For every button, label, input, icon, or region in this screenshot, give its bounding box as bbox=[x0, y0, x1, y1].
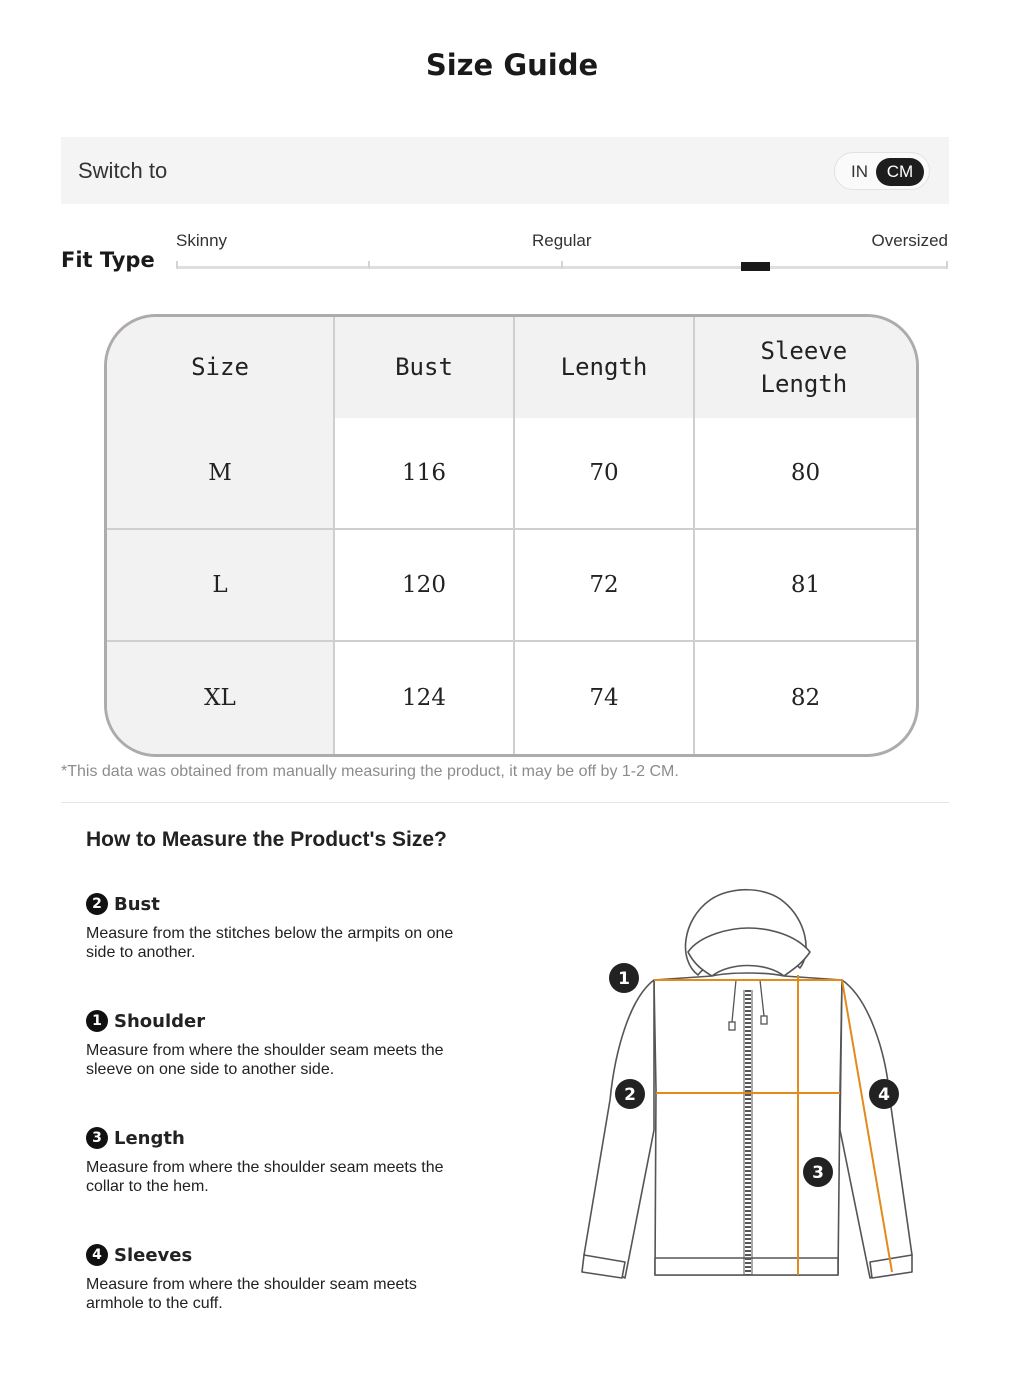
cell-length: 74 bbox=[515, 642, 695, 754]
fit-option-oversized: Oversized bbox=[871, 231, 948, 250]
jacket-diagram bbox=[570, 880, 930, 1290]
fit-tick bbox=[176, 261, 178, 269]
size-table bbox=[104, 314, 919, 757]
page-title: Size Guide bbox=[425, 48, 599, 82]
table-header-row bbox=[107, 317, 916, 418]
cell-sleeve: 82 bbox=[790, 685, 821, 711]
cell-length: 70 bbox=[515, 418, 695, 530]
measure-section-title: How to Measure the Product's Size? bbox=[86, 828, 447, 851]
measure-number-badge: 4 bbox=[86, 1244, 108, 1266]
table-row bbox=[107, 642, 916, 754]
measure-item-desc: Measure from where the shoulder seam meets the collar to the hem. bbox=[86, 1159, 444, 1195]
measure-item-name: Length bbox=[114, 1127, 185, 1149]
marker-1: 1 bbox=[618, 969, 630, 989]
cell-sleeve: 80 bbox=[695, 418, 916, 530]
header-size: Size bbox=[107, 317, 335, 418]
fit-option-skinny: Skinny bbox=[176, 231, 228, 250]
marker-4: 4 bbox=[878, 1085, 890, 1105]
header-length: Length bbox=[515, 317, 695, 418]
marker-2: 2 bbox=[624, 1085, 636, 1105]
cell-sleeve: 81 bbox=[695, 530, 916, 642]
cell-size: XL bbox=[107, 642, 335, 754]
measure-number-badge: 2 bbox=[86, 893, 108, 915]
unit-toggle[interactable] bbox=[834, 152, 930, 190]
measure-item-length bbox=[86, 1126, 486, 1196]
measure-item-name: Bust bbox=[114, 893, 160, 915]
fit-tick bbox=[561, 261, 563, 269]
measure-item-name: Shoulder bbox=[114, 1010, 206, 1032]
measure-item-desc: Measure from the stitches below the armpits on one side to another. bbox=[86, 925, 454, 961]
cell-bust: 116 bbox=[335, 418, 515, 530]
cell-bust: 124 bbox=[335, 642, 515, 754]
fit-type-label: Fit Type bbox=[61, 248, 155, 272]
measure-item-desc: Measure from where the shoulder seam meets the sleeve on one side to another side. bbox=[86, 1042, 444, 1078]
header-bust: Bust bbox=[335, 317, 515, 418]
header-sleeve-length-text: Sleeve Length bbox=[760, 336, 848, 398]
cell-size: M bbox=[107, 418, 335, 530]
header-sleeve-length bbox=[695, 317, 916, 418]
measure-item-sleeves bbox=[86, 1243, 486, 1313]
cell-length: 72 bbox=[515, 530, 695, 642]
fit-option-regular: Regular bbox=[532, 231, 592, 250]
measure-item-name: Sleeves bbox=[114, 1244, 193, 1266]
fit-tick bbox=[946, 261, 948, 269]
fit-tick bbox=[368, 261, 370, 269]
fit-marker bbox=[741, 262, 770, 271]
measurement-disclaimer: *This data was obtained from manually measuring the product, it may be off by 1-2 CM. bbox=[61, 763, 679, 780]
section-divider bbox=[61, 802, 949, 803]
measure-number-badge: 1 bbox=[86, 1010, 108, 1032]
cell-bust: 120 bbox=[335, 530, 515, 642]
measure-item-desc: Measure from where the shoulder seam meets armhole to the cuff. bbox=[86, 1276, 417, 1312]
measure-item-bust bbox=[86, 892, 486, 962]
measure-item-shoulder bbox=[86, 1009, 486, 1079]
table-row bbox=[107, 530, 916, 642]
unit-in-option[interactable]: IN bbox=[851, 162, 868, 181]
switch-label: Switch to bbox=[78, 158, 168, 183]
table-row bbox=[107, 418, 916, 530]
unit-cm-option[interactable]: CM bbox=[876, 158, 924, 186]
measure-number-badge: 3 bbox=[86, 1127, 108, 1149]
unit-switch-bar bbox=[61, 137, 949, 204]
cell-size: L bbox=[107, 530, 335, 642]
marker-3: 3 bbox=[812, 1163, 824, 1183]
